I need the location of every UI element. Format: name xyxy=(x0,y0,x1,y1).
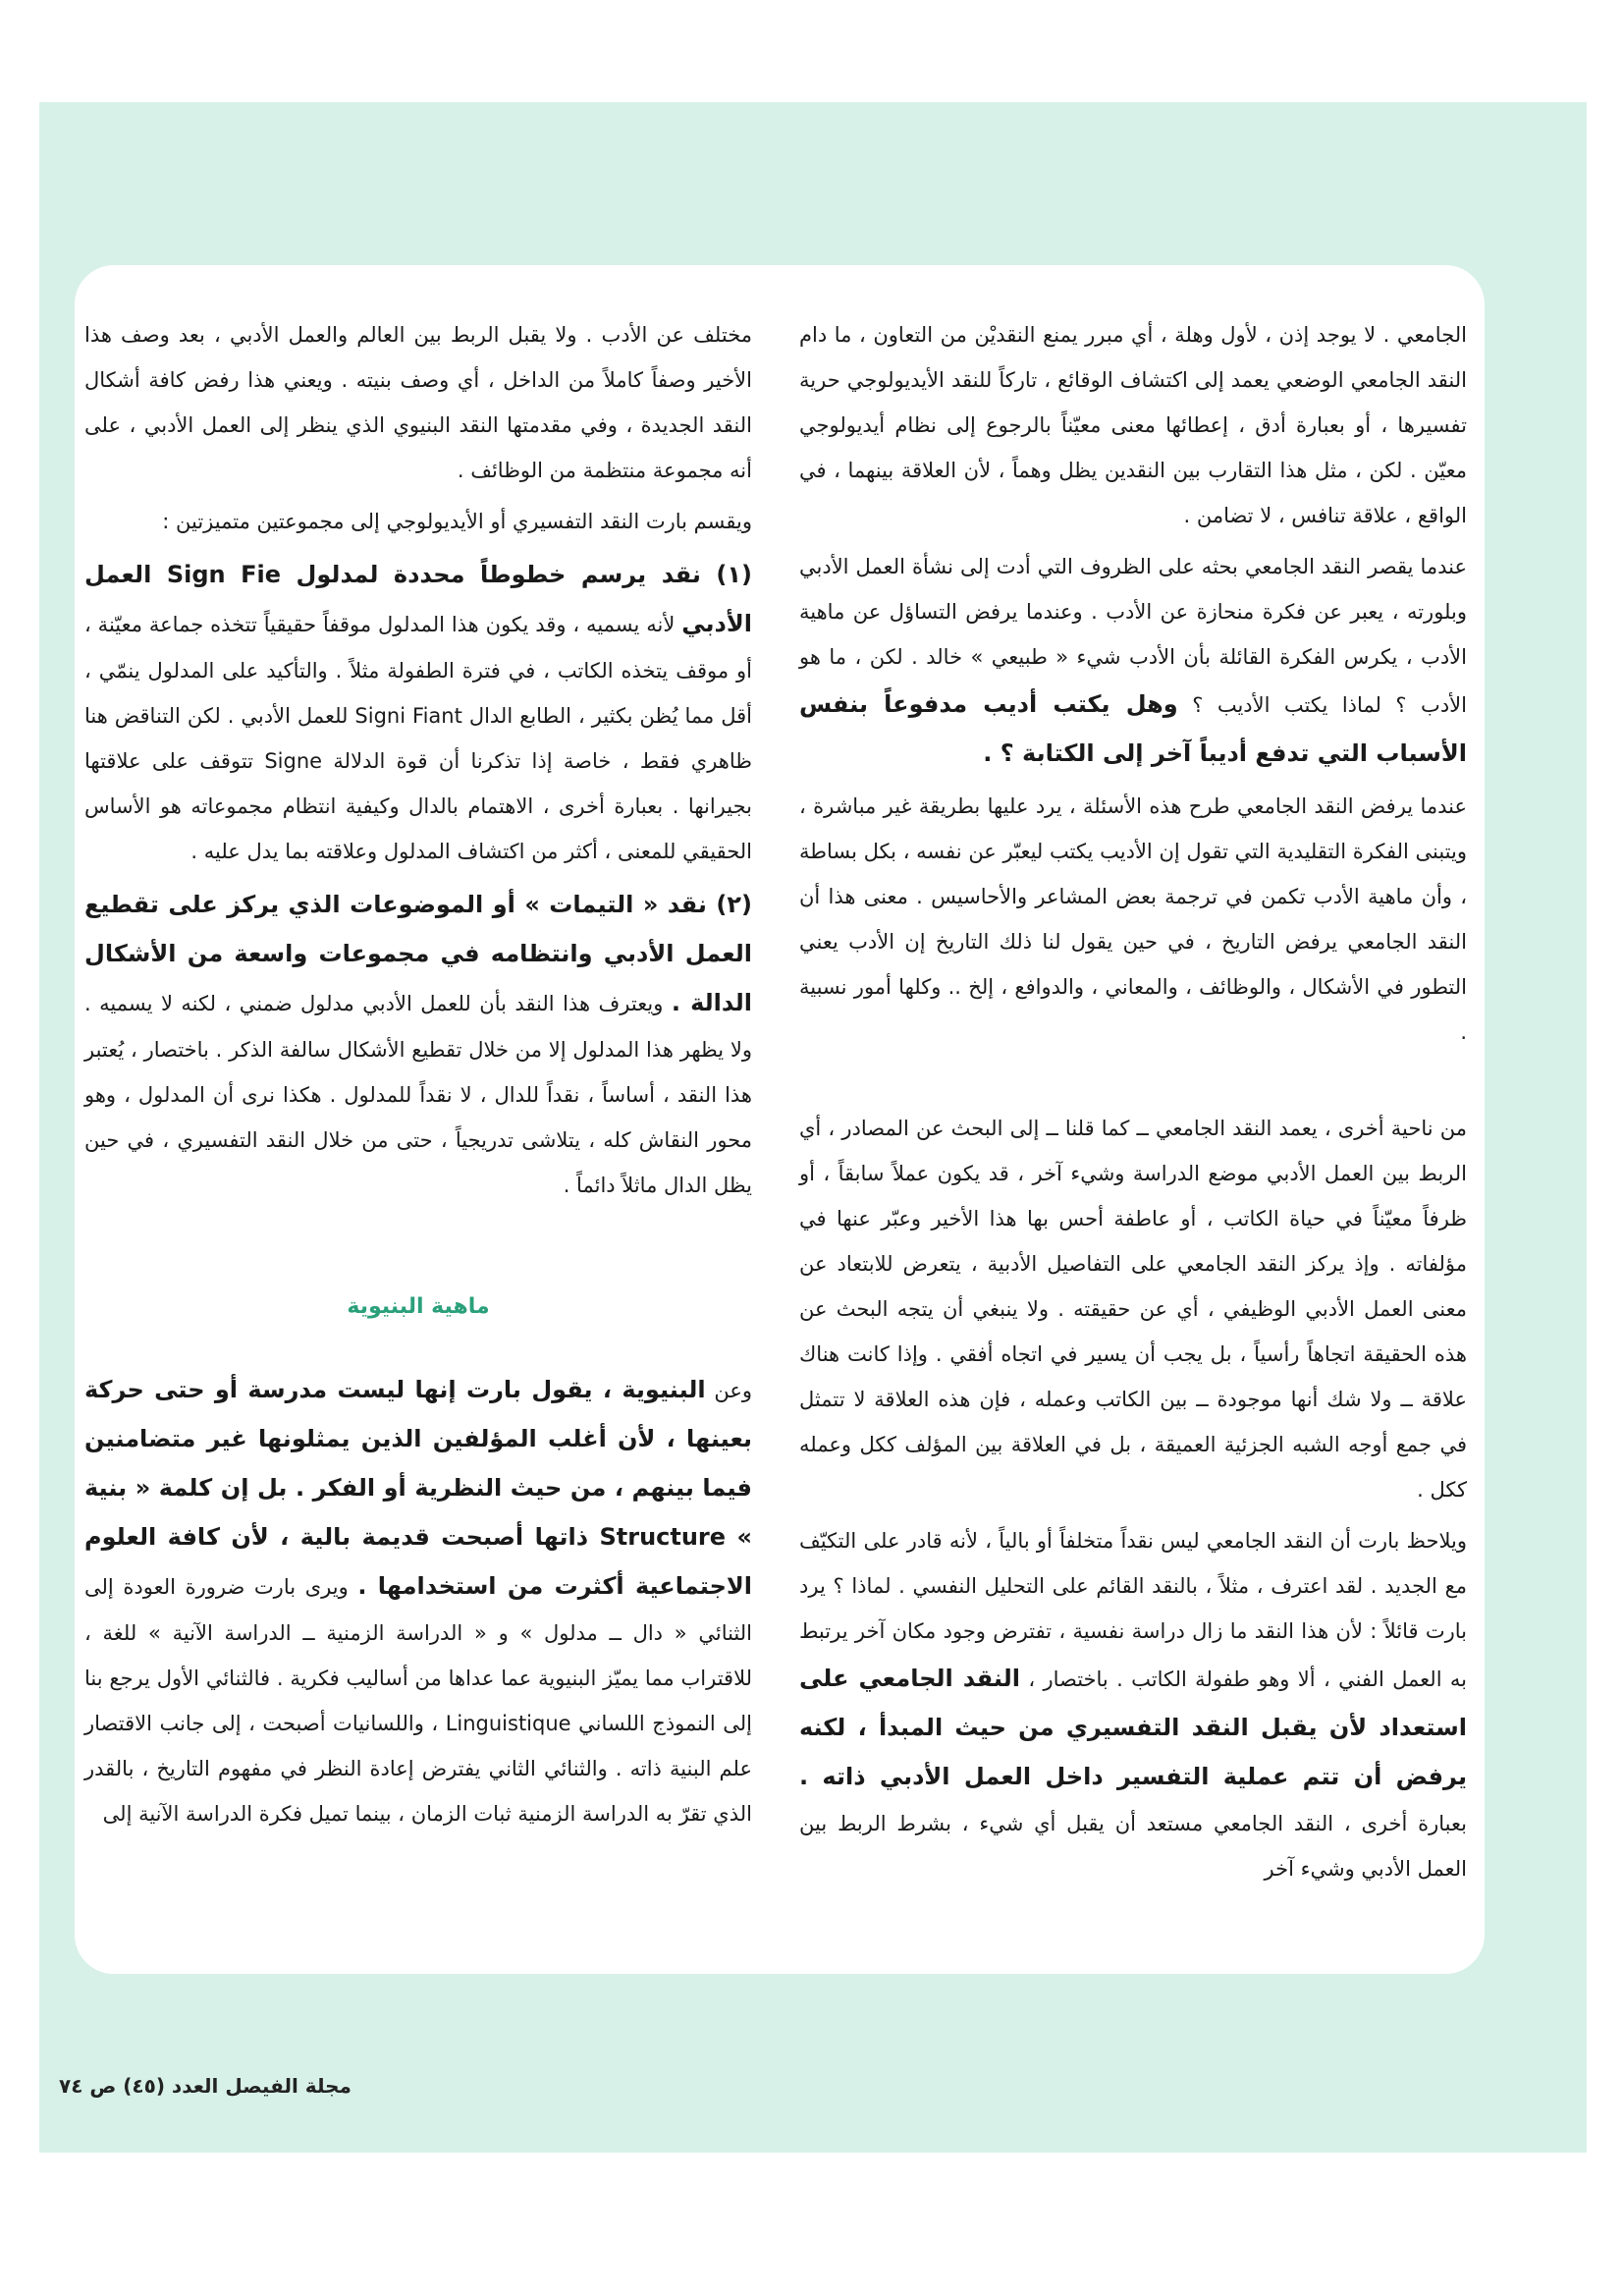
paragraph: من ناحية أخرى ، يعمد النقد الجامعي ــ كما قلنا ــ إلى البحث عن المصادر ، أي الربط بين العمل الأدبي موضع الدراسة وشيء آخر ، قد يكون عملاً سابقاً ، أو ظرفاً معيّناً في حياة الكاتب ، أو عاطفة أحس بها هذا الأخير وعبّر عنها في مؤلفاته . وإذ يركز النقد الجامعي على التفاصيل الأدبية ، يتعرض للابتعاد عن معنى العمل الأدبي الوظيفي ، أي عن حقيقته . ولا ينبغي أن يتجه البحث عن هذه الحقيقة اتجاهاً رأسياً ، بل يجب أن يسير في اتجاه أفقي . وإذا كانت هناك علاقة ــ ولا شك أنها موجودة ــ بين الكاتب وعمله ، فإن هذه العلاقة لا تتمثل في جمع أوجه الشبه الجزئية العميقة ، بل في العلاقة بين المؤلف ككل وعمله ككل . xyxy=(799,1117,1467,1502)
section-heading: ماهية البنيوية xyxy=(347,1294,490,1319)
list-item xyxy=(84,880,752,1208)
paragraph: عندما يرفض النقد الجامعي طرح هذه الأسئلة ، يرد عليها بطريقة غير مباشرة ، ويتبنى الفكرة التقليدية التي تقول إن الأديب يكتب ليعبّر عن نفسه ، بكل بساطة ، وأن ماهية الأدب تكمن في ترجمة بعض المشاعر والأحاسيس . معنى هذا أن النقد الجامعي يرفض التاريخ ، في حين يقول لنا ذلك التاريخ إن الأدب يعني التطور في الأشكال ، والوظائف ، والمعاني ، والدوافع ، إلخ .. وكلها أمور نسبية . xyxy=(799,794,1467,1044)
paragraph-text: عندما يقصر النقد الجامعي بحثه على الظروف التي أدت إلى نشأة العمل الأدبي وبلورته ، يعبر عن فكرة منحازة عن الأدب . وعندما يرفض التساؤل عن ماهية الأدب ، يكرس الفكرة القائلة بأن الأدب شيء « طبيعي » خالد . لكن ، ما هو الأدب ؟ لماذا يكتب الأديب ؟ xyxy=(799,555,1467,717)
paragraph: مختلف عن الأدب . ولا يقبل الربط بين العالم والعمل الأدبي ، بعد وصف هذا الأخير وصفاً كاملاً من الداخل ، أي وصف بنيته . ويعني هذا رفض كافة أشكال النقد الجديدة ، وفي مقدمتها النقد البنيوي الذي ينظر إلى العمل الأدبي ، على أنه مجموعة منتظمة من الوظائف . xyxy=(84,323,752,482)
page-footer: مجلة الفيصل العدد (٤٥) ص ٧٤ xyxy=(59,2074,352,2098)
paragraph xyxy=(84,1365,752,1836)
paragraph-text: وعن xyxy=(714,1379,752,1402)
list-item-text: لأنه يسميه ، وقد يكون هذا المدلول موقفاً حقيقياً تتخذه جماعة معيّنة ، أو موقف يتخذه الكاتب ، في فترة الطفولة مثلاً . والتأكيد على المدلول ينمّي ، أقل مما يُظن بكثير ، الطابع الدال Signi Fiant للعمل الأدبي . لكن التناقض هنا ظاهري فقط ، خاصة إذا تذكرنا أن قوة الدلالة Signe تتوقف على علاقتها بجيرانها . بعبارة أخرى ، الاهتمام بالدال وكيفية انتظام مجموعاته هو الأساس الحقيقي للمعنى ، أكثر من اكتشاف المدلول وعلاقته بما يدل عليه . xyxy=(84,613,752,863)
right-column xyxy=(799,312,1467,1897)
list-item-title: (١) نقد يرسم خطوطاً محددة لمدلول Sign Fie العمل الأدبي xyxy=(84,561,752,637)
paragraph: ويقسم بارت النقد التفسيري أو الأيديولوجي إلى مجموعتين متميزتين : xyxy=(162,510,752,533)
paragraph xyxy=(799,544,1467,778)
paragraph: الجامعي . لا يوجد إذن ، لأول وهلة ، أي مبرر يمنع النقديْن من التعاون ، ما دام النقد الجامعي الوضعي يعمد إلى اكتشاف الوقائع ، تاركاً للنقد الأيديولوجي حرية تفسيرها ، أو بعبارة أدق ، إعطائها معنى معيّناً بالرجوع إلى نظام أيديولوجي معيّن . لكن ، مثل هذا التقارب بين النقدين يظل وهماً ، لأن العلاقة بينهما ، في الواقع ، علاقة تنافس ، لا تضامن . xyxy=(799,323,1467,527)
paragraph-text: بعبارة أخرى ، النقد الجامعي مستعد أن يقبل أي شيء ، بشرط الربط بين العمل الأدبي وشيء آخر xyxy=(799,1812,1467,1881)
list-item-title: (٢) نقد « التيمات » أو الموضوعات الذي يركز على تقطيع العمل الأدبي وانتظامه في مجموعات واسعة من الأشكال الدالة . xyxy=(84,891,752,1016)
list-item xyxy=(84,550,752,874)
bold-statement: النقد الجامعي على استعداد لأن يقبل النقد التفسيري من حيث المبدأ ، لكنه يرفض أن تتم عملية التفسير داخل العمل الأدبي ذاته . xyxy=(799,1665,1467,1790)
list-item-text: ويعترف هذا النقد بأن للعمل الأدبي مدلول ضمني ، لكنه لا يسميه . ولا يظهر هذا المدلول إلا من خلال تقطيع الأشكال سالفة الذكر . باختصار ، يُعتبر هذا النقد ، أساساً ، نقداً للدال ، لا نقداً للمدلول . هكذا نرى أن المدلول ، وهو محور النقاش كله ، يتلاشى تدريجياً ، حتى من خلال النقد التفسيري ، في حين يظل الدال ماثلاً دائماً . xyxy=(84,992,752,1197)
bold-question: وهل يكتب أديب مدفوعاً بنفس الأسباب التي تدفع أديباً آخر إلى الكتابة ؟ . xyxy=(799,690,1467,767)
bold-statement: البنيوية ، يقول بارت إنها ليست مدرسة أو حتى حركة بعينها ، لأن أغلب المؤلفين الذين يمثلونها غير متضامنين فيما بينهم ، من حيث النظرية أو الفكر . بل إن كلمة « بنية » Structure ذاتها أصبحت قديمة بالية ، لأن كافة العلوم الاجتماعية أكثرت من استخدامها . xyxy=(84,1376,752,1600)
paragraph-text: ويرى بارت ضرورة العودة إلى الثنائي « دال ــ مدلول » و « الدراسة الزمنية ــ الدراسة الآنية » للغة ، للاقتراب مما يميّز البنيوية عما عداها من أساليب فكرية . فالثنائي الأول يرجع بنا إلى النموذج اللساني Linguistique ، واللسانيات أصبحت ، إلى جانب الاقتصار علم البنية ذاته . والثنائي الثاني يفترض إعادة النظر في مفهوم التاريخ ، بالقدر الذي تقرّ به الدراسة الزمنية ثبات الزمان ، بينما تميل فكرة الدراسة الآنية إلى xyxy=(84,1575,752,1826)
paragraph xyxy=(799,1518,1467,1891)
left-column xyxy=(84,312,752,1842)
paragraph-text: ويلاحظ بارت أن النقد الجامعي ليس نقداً متخلفاً أو بالياً ، لأنه قادر على التكيّف مع الجديد . لقد اعترف ، مثلاً ، بالنقد القائم على التحليل النفسي . لماذا ؟ يرد بارت قائلاً : لأن هذا النقد ما زال دراسة نفسية ، تفترض وجود مكان آخر يرتبط به العمل الفني ، ألا وهو طفولة الكاتب . باختصار ، xyxy=(799,1529,1467,1691)
